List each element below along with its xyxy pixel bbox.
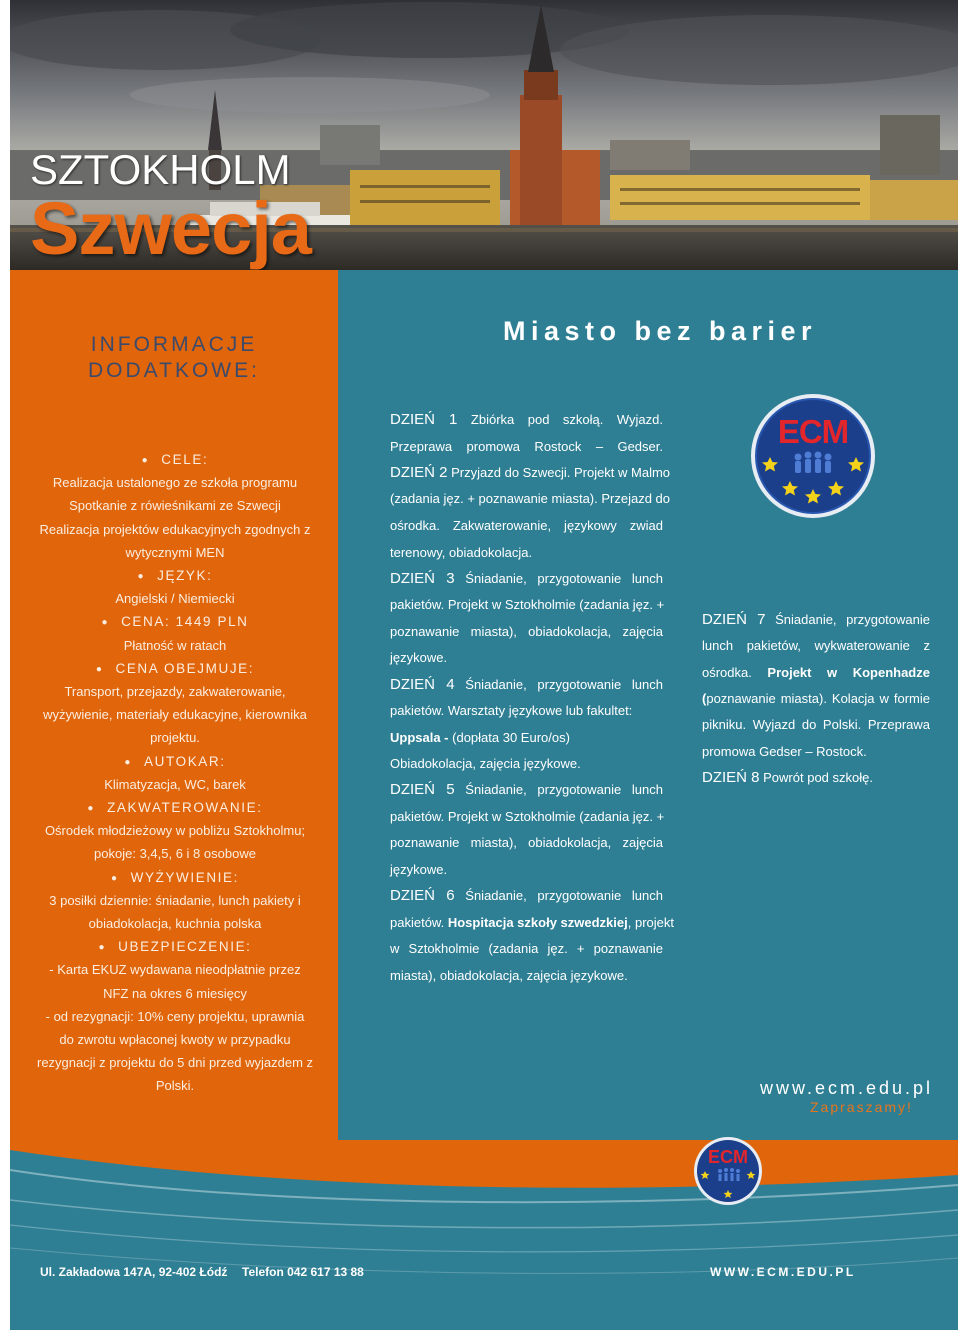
info-section-heading	[30, 610, 320, 633]
info-line: - Karta EKUZ wydawana nieodpłatnie przez	[49, 962, 301, 978]
hero-subtitle: Szwecja	[30, 187, 311, 270]
info-line: Polski.	[155, 1078, 195, 1094]
info-heading-line2: DODATKOWE:	[88, 359, 260, 382]
day5-line2: pakietów. Projekt w Sztokholmie (zadania jęz. +	[390, 809, 665, 824]
info-section-heading	[30, 657, 320, 680]
footer-address: Ul. Zakładowa 147A, 92-402 Łódź	[40, 1265, 228, 1279]
info-heading-text: CELE:	[161, 452, 209, 467]
day3-line2: pakietów. Projekt w Sztokholmie (zadania jęz. +	[390, 597, 665, 612]
info-heading-text: CENA: 1449 PLN	[121, 614, 249, 630]
ecm-logo-small	[693, 1133, 763, 1209]
bullet-icon: ●	[111, 872, 119, 884]
ecm-logo	[750, 393, 876, 519]
day6-line4: miasta), obiadokolacja, zajęcia językowe.	[390, 968, 628, 983]
day1-line1: DZIEŃ 1 Zbiórka pod szkołą. Wyjazd.	[390, 411, 663, 428]
info-line: Realizacja ustalonego ze szkoła programu	[52, 475, 298, 491]
day4-line3: Uppsala - (dopłata 30 Euro/os)	[390, 730, 570, 745]
day6-line2: pakietów. Hospitacja szkoły szwedzkiej, projekt	[390, 915, 674, 930]
day5-line4: językowe.	[390, 862, 448, 877]
footer-phone: Telefon 042 617 13 88	[242, 1265, 364, 1279]
bullet-icon: ●	[141, 455, 150, 466]
info-section-heading	[30, 866, 320, 889]
website-link[interactable]: www.ecm.edu.pl	[760, 1078, 934, 1098]
day7-line6: promowa Gedser – Rostock.	[702, 744, 867, 759]
info-line: rezygnacji z projektu do 5 dni przed wyjazdem z	[36, 1055, 314, 1071]
day2-line4: terenowy, obiadokolacja.	[390, 545, 533, 560]
ecm-logo-small-icon	[693, 1133, 763, 1209]
info-line: Transport, przejazdy, zakwaterowanie,	[64, 684, 286, 699]
hero-photo	[10, 0, 958, 270]
day3-line4: językowe.	[390, 650, 448, 665]
day7-line5: pikniku. Wyjazd do Polski. Przeprawa	[702, 717, 930, 732]
info-heading-line1: INFORMACJE	[90, 333, 258, 356]
day4-line2: pakietów. Warsztaty językowe lub fakultet:	[390, 703, 633, 718]
info-heading-text: JĘZYK:	[157, 568, 213, 583]
day4-line1: DZIEŃ 4 Śniadanie, przygotowanie lunch	[390, 676, 663, 693]
day8-line1: DZIEŃ 8 Powrót pod szkołę.	[702, 769, 873, 786]
info-line: Ośrodek młodzieżowy w pobliżu Sztokholmu;	[44, 823, 306, 839]
info-heading-text: AUTOKAR:	[144, 753, 226, 769]
info-line: pokoje: 3,4,5, 6 i 8 osobowe	[94, 846, 256, 862]
ecm-logo-small-text: ECM	[708, 1147, 748, 1167]
day7-line2: lunch pakietów, wykwaterowanie z	[702, 638, 930, 653]
info-heading-text: WYŻYWIENIE:	[130, 869, 239, 885]
day1-line2: Przeprawa promowa Rostock – Gedser.	[390, 439, 663, 454]
day2-line3: ośrodka. Zakwaterowanie, językowy zwiad	[390, 518, 663, 533]
info-line: do zwrotu wpłaconej kwoty w przypadku	[59, 1032, 291, 1047]
info-section-heading	[30, 796, 320, 819]
info-line: wyżywienie, materiały edukacyjne, kierownika	[43, 707, 307, 723]
info-line: 3 posiłki dziennie: śniadanie, lunch pakiety i	[49, 892, 301, 908]
day7-line3: ośrodka. Projekt w Kopenhadze	[702, 665, 930, 680]
tagline: Miasto bez barier	[503, 316, 818, 346]
day2-line2: (zadania jęz. + poznawanie miasta). Przejazd do	[390, 491, 671, 506]
day5-line3: poznawanie miasta), obiadokolacja, zajęcia	[390, 835, 663, 850]
ecm-logo-text: ECM	[777, 413, 849, 450]
bullet-icon: ●	[101, 617, 110, 629]
info-section-heading	[30, 750, 320, 773]
day3-line3: poznawanie miasta), obiadokolacja, zajęcia	[390, 624, 663, 639]
welcome-text: Zapraszamy!	[810, 1099, 913, 1115]
day7-line1: DZIEŃ 7 Śniadanie, przygotowanie	[702, 611, 930, 628]
info-heading-text: CENA OBEJMUJE:	[115, 660, 255, 676]
bullet-icon: ●	[98, 942, 107, 954]
info-line: Spotkanie z rówieśnikami ze Szwecji	[69, 498, 281, 514]
bullet-icon: ●	[124, 756, 133, 768]
info-section-heading	[30, 448, 320, 471]
info-section-heading	[30, 935, 320, 958]
info-line: Angielski / Niemiecki	[115, 591, 235, 607]
info-line: - od rezygnacji: 10% ceny projektu, uprawnia	[45, 1008, 305, 1024]
day2-line1: DZIEŃ 2 Przyjazd do Szwecji. Projekt w Malmo	[390, 464, 671, 481]
day3-line1: DZIEŃ 3 Śniadanie, przygotowanie lunch	[390, 570, 663, 587]
hero-title: SZTOKHOLM	[30, 146, 291, 193]
day7-line4: (poznawanie miasta). Kolacja w formie	[702, 691, 930, 706]
info-section-heading	[30, 564, 320, 587]
info-heading-text: ZAKWATEROWANIE:	[107, 800, 263, 815]
info-line: NFZ na okres 6 miesięcy	[103, 985, 247, 1001]
bullet-icon: ●	[95, 663, 104, 675]
info-line: obiadokolacja, kuchnia polska	[88, 916, 262, 931]
info-line: wytycznymi MEN	[125, 544, 225, 560]
info-line: Realizacja projektów edukacyjnych zgodnych z	[39, 521, 311, 537]
info-line: Płatność w ratach	[123, 637, 227, 653]
info-line: Klimatyzacja, WC, barek	[104, 776, 246, 792]
info-line: projektu.	[150, 730, 200, 746]
footer-wave-decoration	[10, 1140, 958, 1330]
info-heading-text: UBEZPIECZENIE:	[118, 939, 252, 955]
day5-line1: DZIEŃ 5 Śniadanie, przygotowanie lunch	[390, 781, 663, 798]
footer-website[interactable]: WWW.ECM.EDU.PL	[710, 1265, 856, 1279]
bullet-icon: ●	[87, 803, 96, 814]
day6-line1: DZIEŃ 6 Śniadanie, przygotowanie lunch	[390, 887, 663, 904]
ecm-logo-icon	[750, 393, 876, 519]
day4-line4: Obiadokolacja, zajęcia językowe.	[390, 756, 581, 771]
day6-line3: w Sztokholmie (zadania jęz. + poznawanie	[390, 941, 663, 956]
bullet-icon: ●	[137, 571, 146, 582]
footer-band	[10, 1140, 958, 1330]
